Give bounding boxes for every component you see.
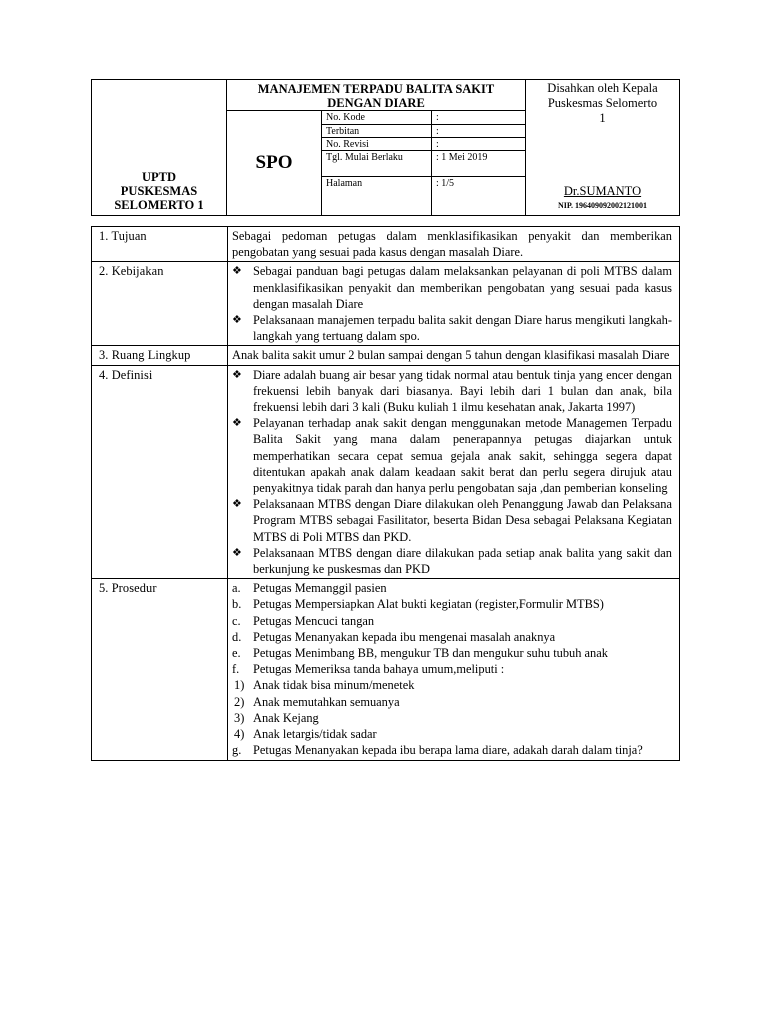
substep-marker: 3) <box>234 710 245 725</box>
meta-value: : <box>432 111 526 124</box>
meta-row <box>322 111 525 124</box>
section-row-kebijakan <box>92 262 680 346</box>
diamond-bullet-icon: ❖ <box>232 546 242 559</box>
meta-value: : <box>432 137 526 150</box>
title-line: DENGAN DIARE <box>327 96 425 110</box>
section-row-ruang-lingkup <box>92 346 680 365</box>
procedure-step <box>232 661 672 677</box>
list-item-text: Pelaksanaan manajemen terpadu balita sakit dengan Diare harus mengikuti langkah-langkah yang tertuang dalam spo. <box>253 313 672 344</box>
procedure-substep <box>232 677 672 693</box>
approval-line: 1 <box>599 111 606 125</box>
organization-cell <box>92 80 227 216</box>
list-item <box>232 415 672 496</box>
procedure-substep <box>232 694 672 710</box>
step-marker: c. <box>232 613 241 628</box>
document-meta <box>322 111 526 216</box>
meta-label: No. Revisi <box>322 137 432 150</box>
section-label: 5. Prosedur <box>92 579 228 760</box>
meta-row <box>322 176 525 215</box>
substep-marker: 1) <box>234 678 245 693</box>
meta-table <box>322 111 525 215</box>
diamond-bullet-icon: ❖ <box>232 314 242 327</box>
procedure-step <box>232 596 672 612</box>
step-marker: b. <box>232 597 242 612</box>
procedure-step <box>232 580 672 596</box>
list-item <box>232 545 672 577</box>
meta-value: : 1/5 <box>436 177 455 189</box>
step-text: Petugas Memeriksa tanda bahaya umum,meliputi : <box>253 662 505 677</box>
document-title <box>227 80 526 111</box>
diamond-bullet-icon: ❖ <box>232 417 242 430</box>
list-item-text: Pelayanan terhadap anak sakit dengan menggunakan metode Managemen Terpadu Balita Sakit yang mana dalam penerapannya petugas diajarkan untuk memperhatikan secara cepat semua gejala anak sakit, sehingga segera dapat ditentukan apakah anak dalam keadaan sakit berat dan perlu segera dirujuk atau penyakitnya tidak parah dan hanya perlu pengobatan saja ,dan pemberian konseling <box>253 416 672 496</box>
section-content <box>228 346 680 365</box>
section-row-prosedur <box>92 579 680 760</box>
step-text: Petugas Menanyakan kepada ibu mengenai masalah anaknya <box>253 629 556 644</box>
section-text: Sebagai pedoman petugas dalam menklasifikasikan penyakit dan memberikan pengobatan yang sesuai pada kasus dengan masalah Diare. <box>232 229 672 260</box>
procedure-table <box>91 226 680 761</box>
diamond-bullet-icon: ❖ <box>232 498 242 511</box>
header-table <box>91 79 680 216</box>
meta-row <box>322 150 525 176</box>
list-item <box>232 312 672 344</box>
step-marker: e. <box>232 646 241 661</box>
diamond-bullet-icon: ❖ <box>232 368 242 381</box>
meta-label: Halaman <box>322 176 432 215</box>
approver-nip: NIP. 196409092002121001 <box>557 201 648 210</box>
meta-label: Terbitan <box>322 124 432 137</box>
substep-text: Anak tidak bisa minum/menetek <box>253 678 415 693</box>
approval-cell <box>526 80 680 216</box>
procedure-step <box>232 613 672 629</box>
section-row-definisi <box>92 365 680 579</box>
step-marker: g. <box>232 743 242 758</box>
list-item <box>232 263 672 312</box>
list-item <box>232 496 672 545</box>
step-marker: d. <box>232 629 242 644</box>
section-content <box>228 227 680 262</box>
section-label: 2. Kebijakan <box>92 262 228 346</box>
meta-row <box>322 124 525 137</box>
meta-label: No. Kode <box>322 111 432 124</box>
procedure-substep <box>232 710 672 726</box>
procedure-step <box>232 645 672 661</box>
list-item-text: Diare adalah buang air besar yang tidak normal atau bentuk tinja yang encer dengan frekuensi lebih banyak dari biasanya. Bayi lebih dari 1 bulan dan anak, bila frekuensi lebih dari 3 kali (Buku kuliah 1 ilmu kesehatan anak, Jakarta 1997) <box>253 367 672 415</box>
meta-value: : 1 Mei 2019 <box>432 150 526 176</box>
approver-name: Dr.SUMANTO <box>563 184 642 198</box>
section-content <box>228 262 680 346</box>
list-item-text: Pelaksanaan MTBS dengan diare dilakukan pada setiap anak balita yang sakit dan berkunjung ke puskesmas dan PKD <box>253 545 672 577</box>
section-text: Anak balita sakit umur 2 bulan sampai dengan 5 tahun dengan klasifikasi masalah Diare <box>232 348 670 363</box>
list-item <box>232 367 672 416</box>
step-marker: a. <box>232 581 241 596</box>
substep-text: Anak letargis/tidak sadar <box>253 727 377 742</box>
substep-marker: 4) <box>234 727 245 742</box>
diamond-bullet-icon: ❖ <box>232 265 242 278</box>
section-label: 1. Tujuan <box>92 227 228 262</box>
org-line: SELOMERTO 1 <box>114 198 204 212</box>
approval-line: Disahkan oleh Kepala <box>547 81 658 95</box>
substep-text: Anak memutahkan semuanya <box>253 694 400 709</box>
section-content <box>228 579 680 760</box>
meta-label: Tgl. Mulai Berlaku <box>322 150 432 176</box>
approval-line: Puskesmas Selomerto <box>547 96 658 110</box>
title-line: MANAJEMEN TERPADU BALITA SAKIT <box>257 82 495 96</box>
section-label: 3. Ruang Lingkup <box>92 346 228 365</box>
org-line: PUSKESMAS <box>120 184 198 198</box>
list-item-text: Sebagai panduan bagi petugas dalam melaksankan pelayanan di poli MTBS dalam menklasifikasikan penyakit dan memberikan pengobatan yang sesuai pada kasus dengan masalah Diare <box>253 264 672 311</box>
step-text: Petugas Mencuci tangan <box>253 613 375 628</box>
step-marker: f. <box>232 662 240 677</box>
substep-marker: 2) <box>234 694 245 709</box>
list-item-text: Pelaksanaan MTBS dengan Diare dilakukan oleh Penanggung Jawab dan Pelaksana Program MTBS sebagai Fasilitator, beserta Bidan Desa sebagai Pelaksana Kegiatan MTBS di Poli MTBS dan PKD. <box>253 497 672 544</box>
substep-text: Anak Kejang <box>253 710 319 725</box>
procedure-step <box>232 629 672 645</box>
org-line: UPTD <box>141 170 177 184</box>
step-text: Petugas Mempersiapkan Alat bukti kegiatan (register,Formulir MTBS) <box>253 597 604 612</box>
section-label: 4. Definisi <box>92 365 228 579</box>
section-row-tujuan <box>92 227 680 262</box>
section-content <box>228 365 680 579</box>
spo-label: SPO <box>227 111 322 216</box>
procedure-substep <box>232 726 672 742</box>
meta-row <box>322 137 525 150</box>
step-text: Petugas Memanggil pasien <box>253 581 387 596</box>
meta-value: : <box>432 124 526 137</box>
procedure-step <box>232 742 672 758</box>
step-text: Petugas Menimbang BB, mengukur TB dan mengukur suhu tubuh anak <box>253 646 608 661</box>
step-text: Petugas Menanyakan kepada ibu berapa lama diare, adakah darah dalam tinja? <box>253 743 643 758</box>
